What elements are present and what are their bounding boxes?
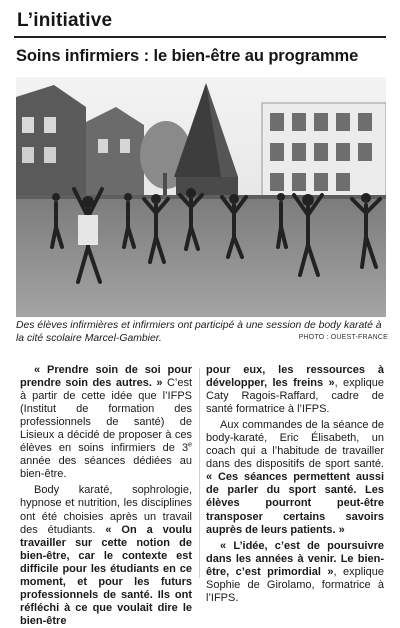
- photo-caption: Des élèves infirmières et infirmiers ont participé à une session de body karaté à la cité scolaire Marcel-Gambier.: [16, 320, 382, 344]
- ordinal-suffix: e: [188, 441, 192, 449]
- body-text: Body karaté, sophrologie, hypnose et nutrition, les disciplines ont été choisies après un travail des étudiants.: [20, 484, 192, 536]
- article-paragraph: [206, 364, 384, 416]
- photo-illustration: [16, 77, 386, 317]
- quote-text: « Ces séances permettent aussi de parler du sport santé. Les élèves pourront peut-être transposer certains savoirs auprès de leurs patients. »: [206, 471, 384, 536]
- body-text: année des séances dédiées au bien-être.: [20, 455, 192, 481]
- quote-text: « L’idée, c’est de poursuivre dans les années à venir. Le bien-être, c’est primordial »: [206, 539, 384, 578]
- article-column-right: [206, 364, 384, 605]
- body-text: Aux commandes de la séance de body-karaté, Eric Élisabeth, un coach qui a l’habitude de travailler dans des dispositifs de sport santé.: [206, 419, 384, 471]
- body-text: , explique Sophie de Girolamo, formatrice à l’IFPS.: [206, 565, 384, 604]
- article-column-left: [20, 364, 192, 628]
- quote-text: pour eux, les ressources à développer, les freins »: [206, 364, 384, 390]
- quote-text: « Prendre soin de soi pour prendre soin des autres. »: [20, 364, 192, 390]
- section-rubric: [14, 8, 386, 38]
- article-photo: [16, 77, 386, 317]
- article-paragraph: [20, 364, 192, 481]
- body-text: , explique Caty Ragois-Raffard, cadre de santé formatrice à l’IFPS.: [206, 377, 384, 416]
- column-divider: [199, 368, 200, 578]
- article-headline: Soins infirmiers : le bien-être au programme: [16, 47, 359, 65]
- rubric-label: L’initiative: [17, 10, 113, 31]
- quote-text: « On a voulu travailler sur cette notion de bien-être, car le contexte est difficile pour les étudiants en ce moment, et pour les futurs professionnels de santé. Ils ont réfléchi à ce que voulait dire le bien-être: [20, 523, 192, 627]
- article-paragraph: [206, 540, 384, 605]
- photo-credit: PHOTO : OUEST-FRANCE: [298, 334, 388, 341]
- body-text: C’est à partir de cette idée que l’IFPS (Institut de formation des professionnels de santé) de Lisieux a décidé de proposer à ces élèves en soins infirmiers de 3: [20, 377, 193, 455]
- article-paragraph: [206, 419, 384, 536]
- article-paragraph: [20, 484, 192, 628]
